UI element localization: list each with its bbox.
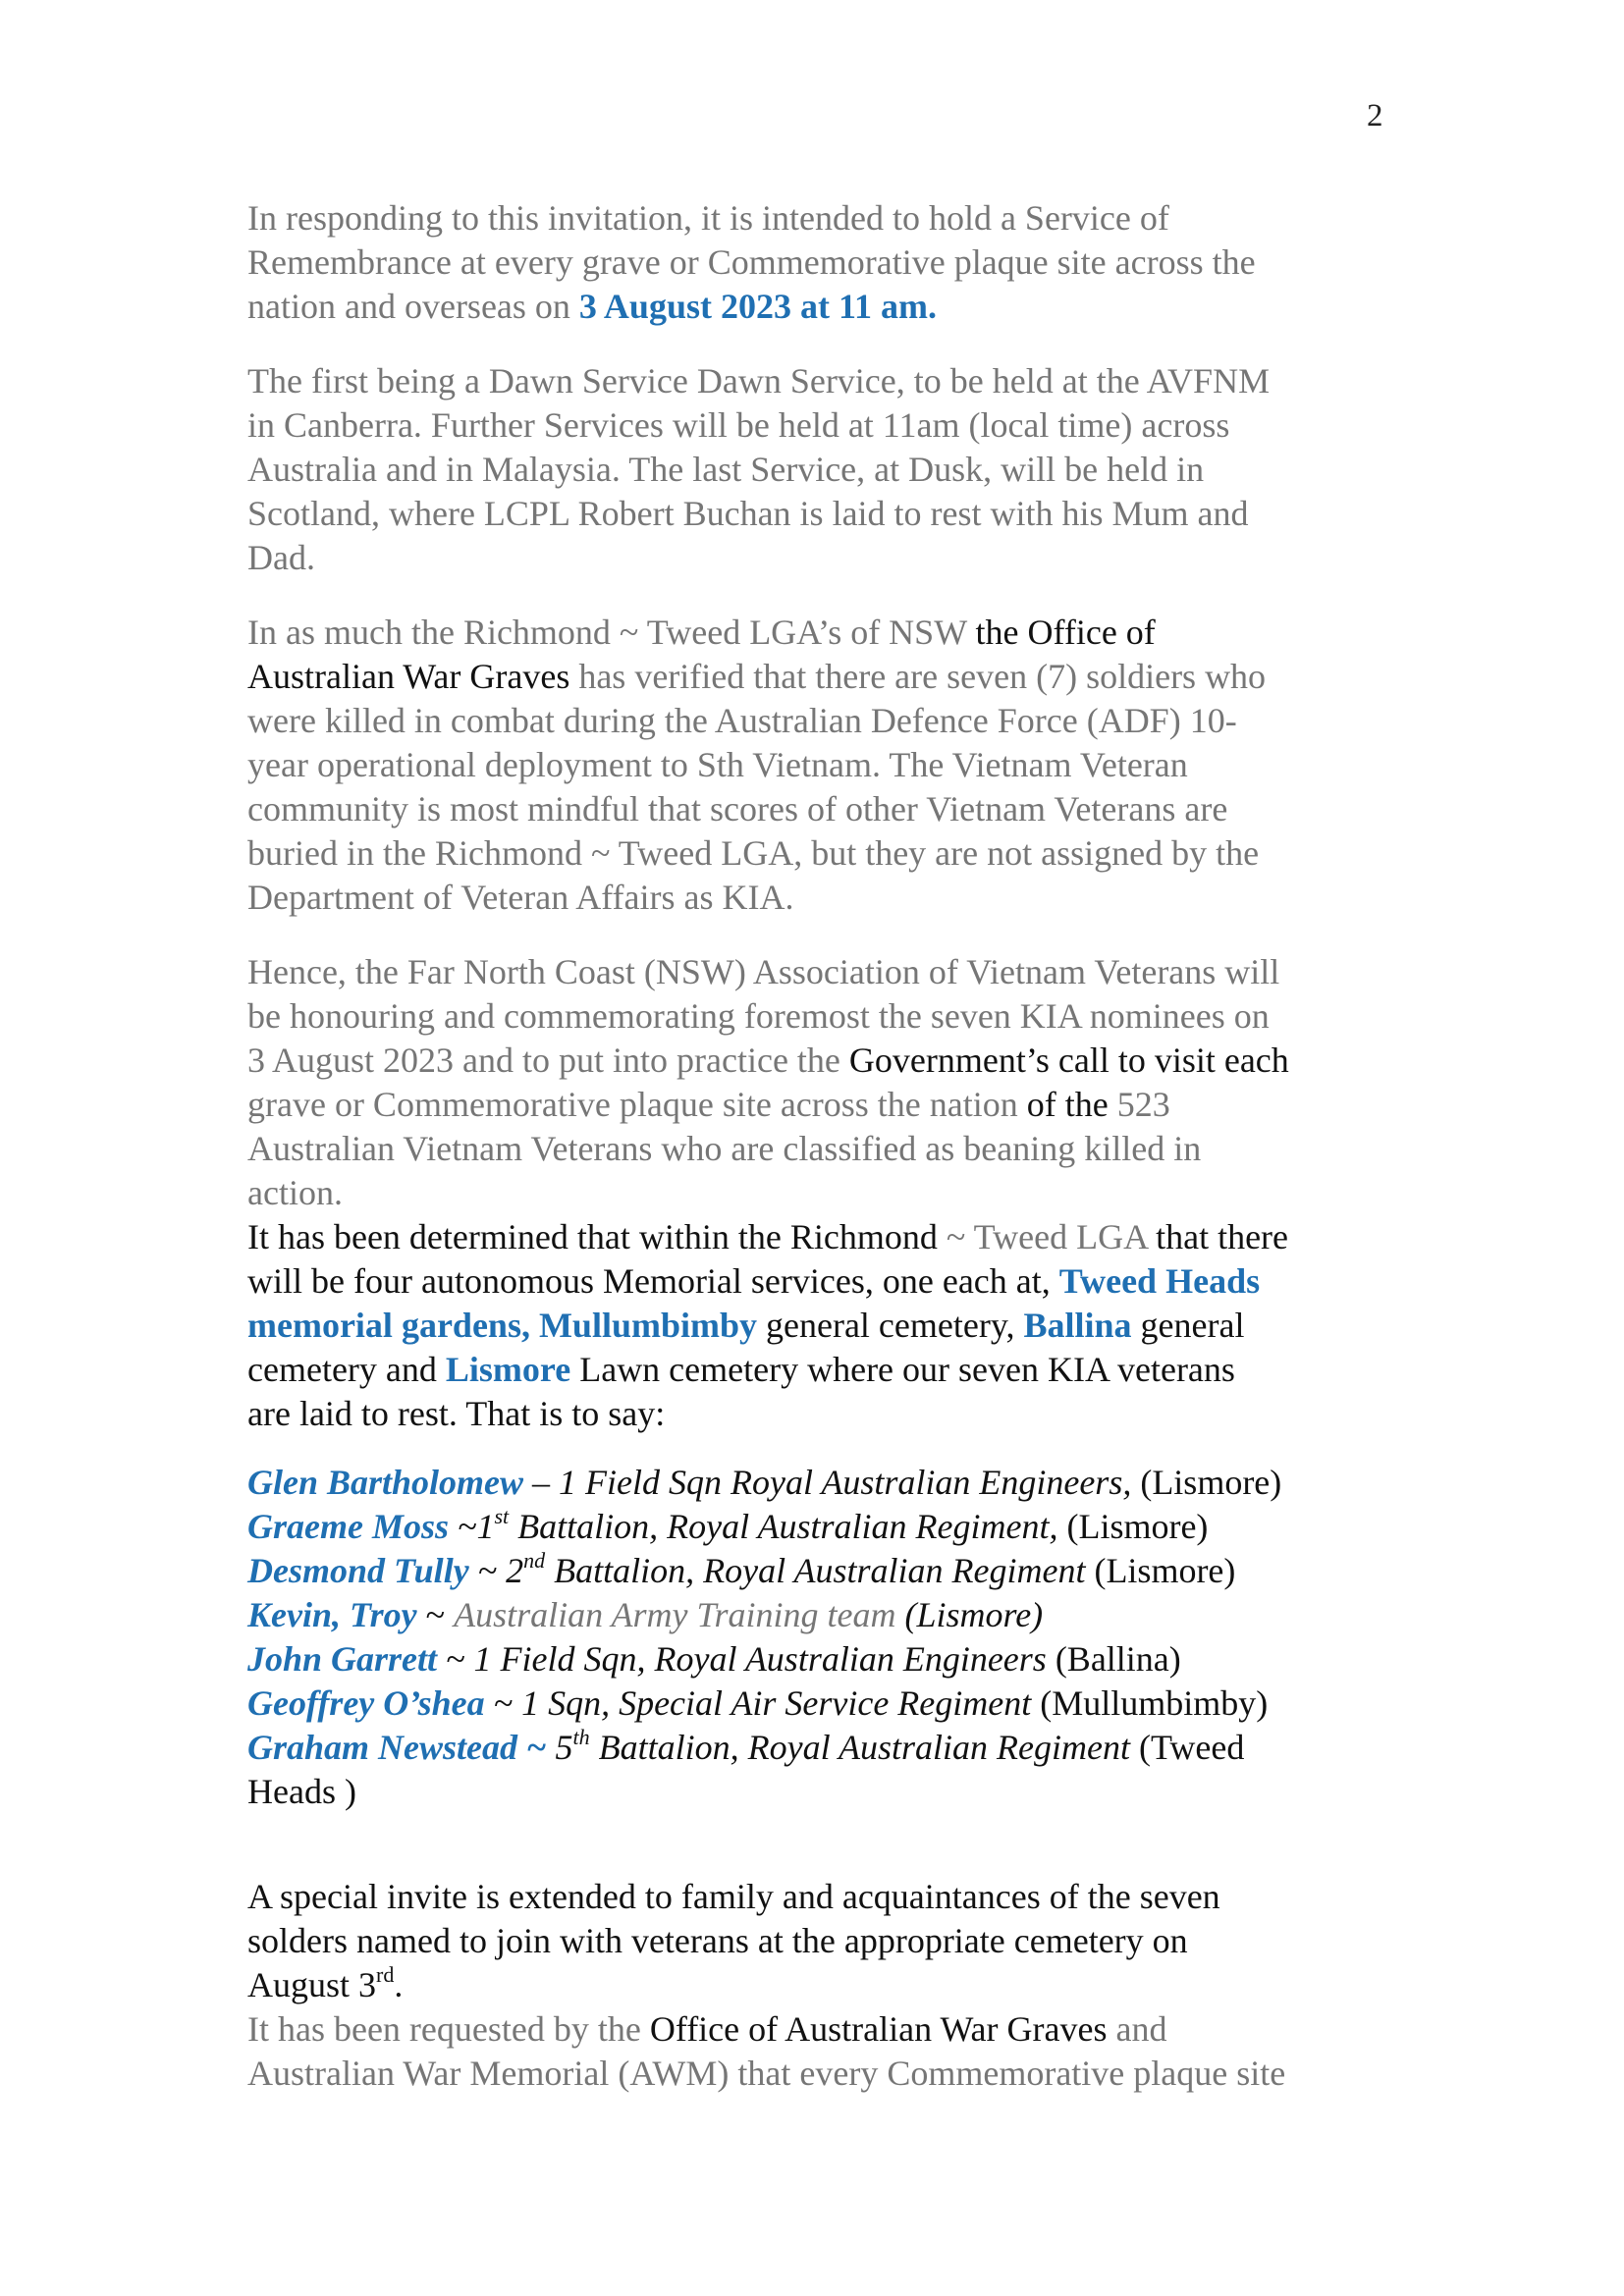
veteran-name: Desmond Tully	[247, 1551, 469, 1590]
text-line: Department of Veteran Affairs as KIA.	[247, 878, 794, 917]
text-run: In as much the Richmond ~ Tweed LGA’s of NSW	[247, 613, 976, 652]
veteran-name: Geoffrey O’shea	[247, 1683, 485, 1723]
text-run: Office of Australian War Graves	[649, 2009, 1108, 2049]
text-run: will be four autonomous Memorial services, one each at,	[247, 1261, 1059, 1301]
text-line: Scotland, where LCPL Robert Buchan is laid to rest with his Mum and	[247, 494, 1249, 533]
text-run: Battalion, Royal Australian Regiment	[545, 1551, 1086, 1590]
veteran-place: (Lismore)	[1131, 1463, 1282, 1502]
text-run: the Office of	[975, 613, 1156, 652]
veteran-place: (Lismore)	[1085, 1551, 1236, 1590]
veteran-entry	[247, 1593, 1281, 1637]
text-line	[247, 2007, 1285, 2052]
text-line: Dad.	[247, 538, 315, 577]
text-run: nation and overseas on	[247, 287, 579, 326]
location-ballina: Ballina	[1023, 1306, 1132, 1345]
veteran-name: Graeme Moss	[247, 1507, 449, 1546]
veteran-name: Graham Newstead ~	[247, 1728, 547, 1767]
veteran-entry	[247, 1505, 1281, 1549]
veteran-unit	[468, 1548, 1086, 1590]
veteran-name: Glen Bartholomew	[247, 1463, 524, 1502]
text-line: in Canberra. Further Services will be held at 11am (local time) across	[247, 405, 1230, 445]
veteran-entry	[247, 1549, 1281, 1593]
location-lismore: Lismore	[445, 1350, 571, 1389]
text-line: year operational deployment to Sth Vietnam. The Vietnam Veteran	[247, 745, 1188, 784]
text-line: The first being a Dawn Service Dawn Service, to be held at the AVFNM	[247, 361, 1271, 400]
paragraph-special-invite	[247, 1875, 1285, 2096]
text-run: Battalion, Royal Australian Regiment	[589, 1728, 1130, 1767]
service-date-highlight: 3 August 2023 at 11 am.	[578, 287, 937, 326]
veteran-unit: Australian Army Training team	[454, 1595, 896, 1634]
text-line	[247, 611, 1266, 655]
location-mullumbimby: memorial gardens, Mullumbimby	[247, 1306, 757, 1345]
veteran-unit	[449, 1504, 1058, 1546]
text-run: of the	[1026, 1085, 1109, 1124]
page-number: 2	[1367, 98, 1383, 133]
text-run: ~1	[449, 1507, 495, 1546]
veteran-name: John Garrett	[247, 1639, 438, 1679]
text-line: Australia and in Malaysia. The last Service, at Dusk, will be held in	[247, 450, 1205, 489]
text-run: Australian War Graves	[247, 657, 570, 696]
text-run: It has been determined that within the Richmond	[247, 1217, 947, 1256]
veteran-place: (Lismore)	[895, 1595, 1044, 1634]
text-run: cemetery and	[247, 1350, 446, 1389]
text-line: were killed in combat during the Australian Defence Force (ADF) 10-	[247, 701, 1237, 740]
text-run: general cemetery,	[757, 1306, 1024, 1345]
veteran-place: (Lismore)	[1057, 1507, 1209, 1546]
text-run: has verified that there are seven (7) soldiers who	[569, 657, 1267, 696]
text-run: general	[1131, 1306, 1245, 1345]
text-run: ~	[416, 1595, 455, 1634]
veteran-entry	[247, 1461, 1281, 1505]
text-run: and	[1107, 2009, 1167, 2049]
text-run: ~ Tweed LGA	[946, 1217, 1148, 1256]
text-run: that there	[1147, 1217, 1289, 1256]
text-line: Hence, the Far North Coast (NSW) Association of Vietnam Veterans will	[247, 952, 1280, 991]
text-line	[247, 1215, 1289, 1259]
veterans-list	[247, 1461, 1281, 1814]
text-line	[247, 1963, 1285, 2007]
veteran-unit	[546, 1725, 1130, 1767]
veteran-entry	[247, 1682, 1281, 1726]
superscript: st	[494, 1504, 510, 1528]
veteran-unit: ~ 1 Field Sqn, Royal Australian Engineers	[437, 1639, 1047, 1679]
text-run: It has been requested by the	[247, 2009, 650, 2049]
text-line: In responding to this invitation, it is intended to hold a Service of	[247, 198, 1169, 238]
text-run: Government’s call to visit each	[848, 1041, 1289, 1080]
text-line	[247, 1348, 1289, 1392]
text-line: Australian War Memorial (AWM) that every Commemorative plaque site	[247, 2054, 1286, 2093]
text-run: Lawn cemetery where our seven KIA veterans	[570, 1350, 1235, 1389]
text-run: 5	[546, 1728, 573, 1767]
text-line: community is most mindful that scores of other Vietnam Veterans are	[247, 789, 1228, 828]
text-line: A special invite is extended to family and acquaintances of the seven	[247, 1877, 1220, 1916]
text-line	[247, 1083, 1289, 1127]
text-line: solders named to join with veterans at the appropriate cemetery on	[247, 1921, 1188, 1960]
text-run: 523	[1108, 1085, 1170, 1124]
superscript: th	[572, 1725, 590, 1749]
veteran-unit: ~ 1 Sqn, Special Air Service Regiment	[484, 1683, 1032, 1723]
paragraph-association	[247, 950, 1289, 1436]
paragraph-war-graves	[247, 611, 1266, 920]
paragraph-service-of-remembrance	[247, 196, 1256, 329]
text-line	[247, 1039, 1289, 1083]
text-run: 3 August 2023 and to put into practice the	[247, 1041, 849, 1080]
veteran-entry	[247, 1637, 1281, 1682]
text-line: Australian Vietnam Veterans who are classified as beaning killed in	[247, 1129, 1202, 1168]
text-run: grave or Commemorative plaque site across the nation	[247, 1085, 1027, 1124]
text-run: .	[394, 1965, 404, 2004]
veteran-unit: – 1 Field Sqn Royal Australian Engineers,	[523, 1463, 1132, 1502]
veteran-place: (Mullumbimby)	[1031, 1683, 1269, 1723]
text-line: buried in the Richmond ~ Tweed LGA, but they are not assigned by the	[247, 833, 1260, 873]
text-run: Battalion, Royal Australian Regiment,	[509, 1507, 1058, 1546]
text-run: ~ 2	[468, 1551, 524, 1590]
text-line	[247, 1259, 1289, 1304]
text-line: be honouring and commemorating foremost the seven KIA nominees on	[247, 996, 1270, 1036]
superscript: nd	[523, 1548, 546, 1573]
veteran-name: Kevin, Troy	[247, 1595, 417, 1634]
text-line: are laid to rest. That is to say:	[247, 1394, 666, 1433]
veteran-place-continued: Heads )	[247, 1772, 356, 1811]
veteran-place: (Ballina)	[1046, 1639, 1181, 1679]
superscript: rd	[376, 1962, 395, 1987]
text-line	[247, 1304, 1289, 1348]
text-run: August 3	[247, 1965, 377, 2004]
paragraph-dawn-service	[247, 359, 1270, 580]
text-line: action.	[247, 1173, 343, 1212]
veteran-place: (Tweed	[1129, 1728, 1245, 1767]
text-line: Remembrance at every grave or Commemorative plaque site across the	[247, 242, 1256, 282]
veteran-entry	[247, 1726, 1281, 1770]
text-line	[247, 655, 1266, 699]
text-line	[247, 285, 1256, 329]
location-tweed-heads: Tweed Heads	[1058, 1261, 1261, 1301]
